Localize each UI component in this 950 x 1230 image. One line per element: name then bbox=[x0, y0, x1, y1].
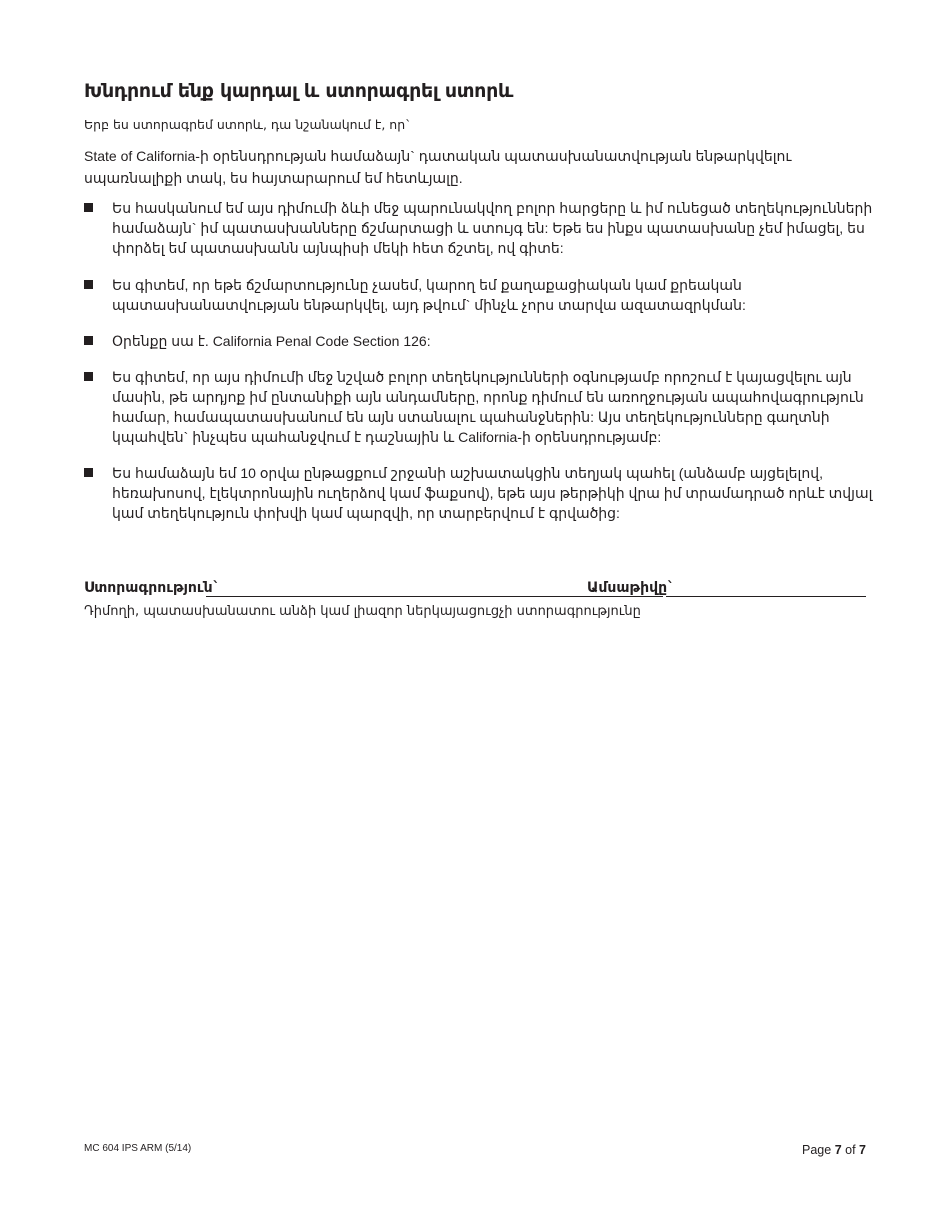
list-item-text: Օրենքը սա է. California Penal Code Section 126: bbox=[112, 333, 431, 349]
square-bullet-icon bbox=[84, 372, 93, 381]
intro-text: Երբ ես ստորագրեմ ստորև, դա նշանակում է, որ` bbox=[84, 117, 412, 132]
signature-caption: Դիմողի, պատասխանատու անձի կամ լիազոր ներկայացուցչի ստորագրությունը bbox=[84, 604, 641, 619]
page-current: 7 bbox=[834, 1143, 842, 1157]
list-item bbox=[84, 367, 874, 447]
list-item-text: Ես գիտեմ, որ այս դիմումի մեջ նշված բոլոր տեղեկությունների օգնությամբ որոշում է կայացվելու այն մասին, թե արդյոք իմ ընտանիքի այն անդամները, որոնք դիմում են առողջության ապահովագրություն համար, համապատասխանում են այն ստանալու պահանջներին: Այս տեղեկությունները գաղտնի կպահվեն` ինչպես պահանջվում է դաշնային և California-ի օրենսդրությամբ: bbox=[112, 369, 864, 445]
signature-label: Ստորագրություն` bbox=[84, 580, 220, 596]
page-number bbox=[802, 1143, 866, 1157]
page-total: 7 bbox=[859, 1143, 866, 1157]
list-item-text: Ես գիտեմ, որ եթե ճշմարտությունը չասեմ, կարող եմ քաղաքացիական կամ քրեական պատասխանատվության ենթարկվել, այդ թվում` մինչև չորս տարվա ազատազրկման: bbox=[112, 277, 746, 313]
signature-row bbox=[84, 580, 866, 600]
list-item-text: Ես համաձայն եմ 10 օրվա ընթացքում շրջանի աշխատակցին տեղյակ պահել (անձամբ այցելելով, հեռախոսով, էլեկտրոնային ուղերձով կամ ֆաքսով), եթե այս թերթիկի վրա իմ տրամադրած որևէ տվյալ կամ տեղեկություն փոխվի կամ պարզվի, որ տարբերվում է գրվածից: bbox=[112, 465, 873, 521]
page-title: Խնդրում ենք կարդալ և ստորագրել ստորև bbox=[84, 80, 514, 102]
square-bullet-icon bbox=[84, 468, 93, 477]
list-item bbox=[84, 463, 874, 523]
square-bullet-icon bbox=[84, 336, 93, 345]
list-item-text: Ես հասկանում եմ այս դիմումի ձևի մեջ պարունակվող բոլոր հարցերը և իմ ունեցած տեղեկությունների համաձայն` իմ պատասխանները ճշմարտացի և ստույգ են: Եթե ես ինքս պատասխանը չեմ իմացել, ես փորձել եմ պատասխանն այնպիսի մեկի հետ ճշտել, ով գիտե: bbox=[112, 200, 873, 256]
list-item bbox=[84, 331, 431, 351]
form-id: MC 604 IPS ARM (5/14) bbox=[84, 1143, 192, 1154]
declaration-paragraph: State of California-ի օրենսդրության համաձայն` դատական պատասխանատվության ենթարկվելու սպառնալիքի տակ, ես հայտարարում եմ հետևյալը. bbox=[84, 148, 792, 186]
square-bullet-icon bbox=[84, 280, 93, 289]
square-bullet-icon bbox=[84, 203, 93, 212]
list-item bbox=[84, 275, 874, 315]
page-prefix: Page bbox=[802, 1143, 832, 1157]
date-label: Ամսաթիվը` bbox=[587, 580, 675, 596]
list-item bbox=[84, 198, 874, 258]
signature-line[interactable] bbox=[206, 596, 663, 597]
date-line[interactable] bbox=[666, 596, 866, 597]
page-of: of bbox=[845, 1143, 856, 1157]
